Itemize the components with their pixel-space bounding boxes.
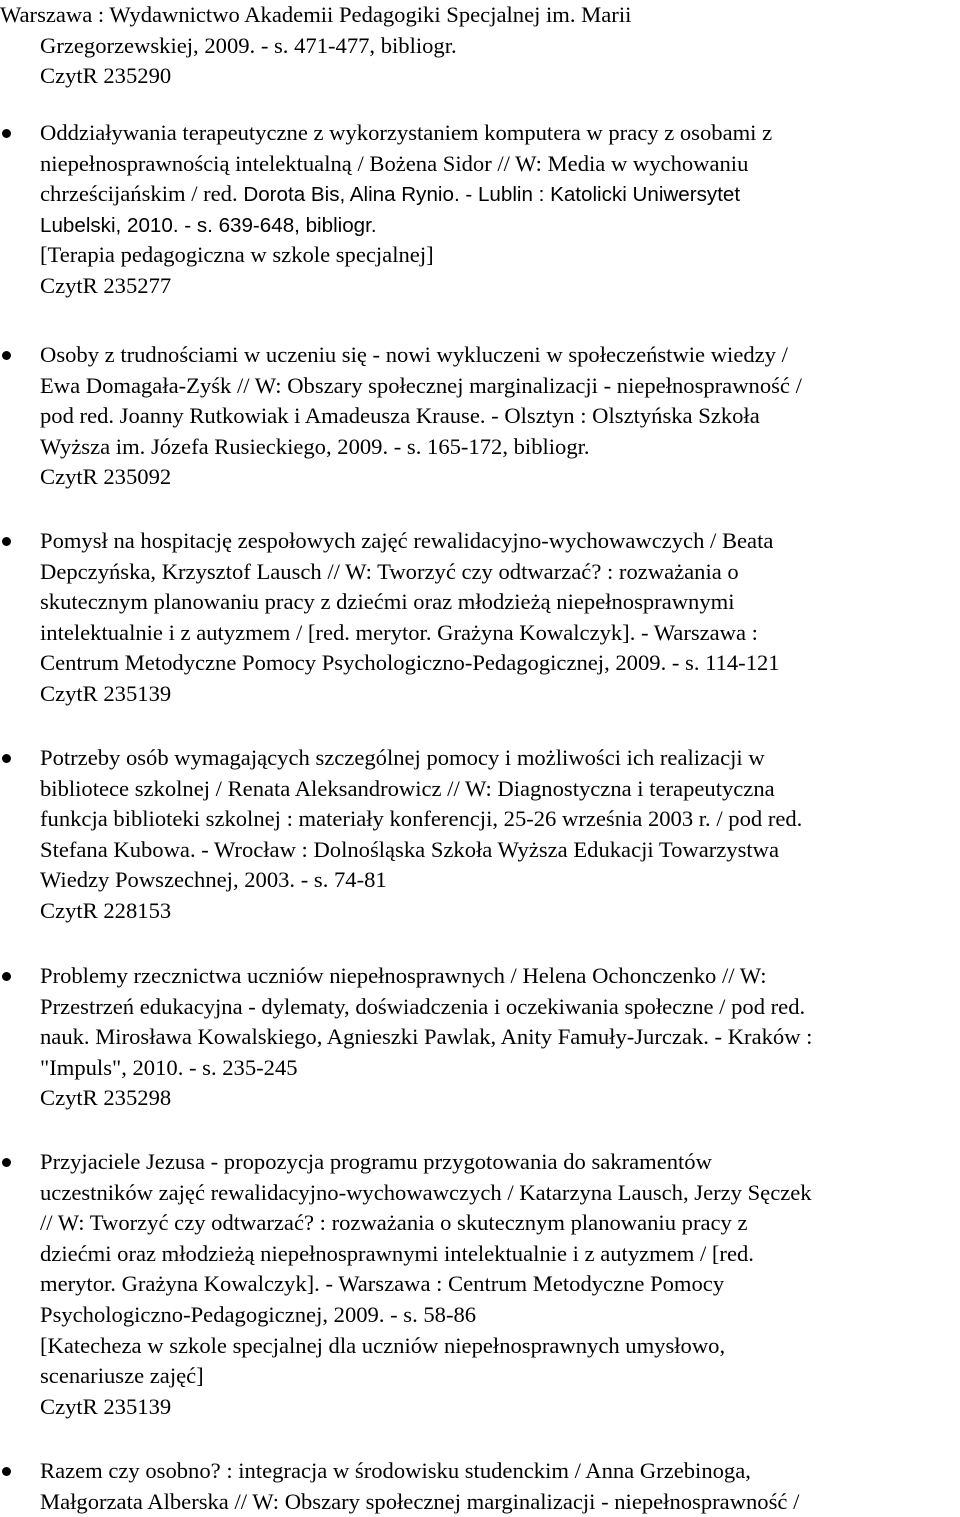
- bibliography-entry: [0, 1147, 960, 1422]
- entry-line: [0, 179, 960, 210]
- bibliography-entry: [0, 961, 960, 1114]
- entry-text-sans: Lubelski, 2010. - s. 639-648, bibliogr.: [40, 213, 377, 237]
- entry-line: Osoby z trudnościami w uczeniu się - nowi wykluczeni w społeczeństwie wiedzy /: [40, 342, 788, 367]
- entry-line: intelektualnie i z autyzmem / [red. merytor. Grażyna Kowalczyk]. - Warszawa :: [40, 619, 758, 645]
- bibliography-entry: [0, 340, 960, 493]
- entry-line: uczestników zajęć rewalidacyjno-wychowawczych / Katarzyna Lausch, Jerzy Sęczek: [40, 1179, 812, 1205]
- call-number: CzytR 235092: [40, 464, 172, 490]
- entry-line: Psychologiczno-Pedagogicznej, 2009. - s. 58-86: [40, 1301, 477, 1327]
- entry-line: Wiedzy Powszechnej, 2003. - s. 74-81: [40, 867, 387, 893]
- call-number: CzytR 235290: [40, 63, 172, 89]
- entry-line: Wyższa im. Józefa Rusieckiego, 2009. - s. 165-172, bibliogr.: [40, 433, 590, 459]
- entry-line: dziećmi oraz młodzieżą niepełnosprawnymi intelektualnie i z autyzmem / [red.: [40, 1240, 754, 1266]
- entry-text-sans: Dorota Bis, Alina Rynio. - Lublin : Katolicki Uniwersytet: [237, 183, 741, 207]
- entry-note: [Katecheza w szkole specjalnej dla uczniów niepełnosprawnych umysłowo,: [40, 1332, 726, 1358]
- entry-line: Potrzeby osób wymagających szczególnej pomocy i możliwości ich realizacji w: [40, 745, 765, 770]
- entry-line: Stefana Kubowa. - Wrocław : Dolnośląska Szkoła Wyższa Edukacji Towarzystwa: [40, 836, 780, 862]
- call-number: CzytR 235139: [40, 680, 172, 706]
- bibliography-entry-continuation: [0, 0, 960, 92]
- entry-line: Grzegorzewskiej, 2009. - s. 471-477, bibliogr.: [40, 32, 457, 58]
- entry-line: Centrum Metodyczne Pomocy Psychologiczno-Pedagogicznej, 2009. - s. 114-121: [40, 650, 780, 676]
- entry-line: pod red. Joanny Rutkowiak i Amadeusza Krause. - Olsztyn : Olsztyńska Szkoła: [40, 403, 760, 429]
- entry-line: Ewa Domagała-Zyśk // W: Obszary społecznej marginalizacji - niepełnosprawność /: [40, 372, 802, 398]
- entry-line: Przestrzeń edukacyjna - dylematy, doświadczenia i oczekiwania społeczne / pod red.: [40, 993, 806, 1019]
- entry-note: scenariusze zajęć]: [40, 1363, 204, 1389]
- entry-line: Oddziaływania terapeutyczne z wykorzystaniem komputera w pracy z osobami z: [40, 120, 773, 145]
- call-number: CzytR 228153: [40, 897, 172, 923]
- entry-note: [Terapia pedagogiczna w szkole specjalnej]: [40, 242, 434, 268]
- entry-line: // W: Tworzyć czy odtwarzać? : rozważania o skutecznym planowaniu pracy z: [40, 1210, 748, 1236]
- entry-line: funkcja biblioteki szkolnej : materiały konferencji, 25-26 września 2003 r. / pod red.: [40, 806, 803, 832]
- entry-line: merytor. Grażyna Kowalczyk]. - Warszawa : Centrum Metodyczne Pomocy: [40, 1271, 725, 1297]
- entry-line: Przyjaciele Jezusa - propozycja programu przygotowania do sakramentów: [40, 1149, 712, 1174]
- entry-line: niepełnosprawnością intelektualną / Bożena Sidor // W: Media w wychowaniu: [40, 150, 749, 176]
- entry-line: "Impuls", 2010. - s. 235-245: [40, 1054, 298, 1080]
- entry-line: Problemy rzecznictwa uczniów niepełnosprawnych / Helena Ochonczenko // W:: [40, 963, 767, 988]
- entry-line: nauk. Mirosława Kowalskiego, Agnieszki Pawlak, Anity Famuły-Jurczak. - Kraków :: [40, 1024, 813, 1050]
- entry-text-serif: chrześcijańskim / red.: [40, 181, 238, 207]
- call-number: CzytR 235277: [40, 272, 172, 298]
- entry-line: Depczyńska, Krzysztof Lausch // W: Tworzyć czy odtwarzać? : rozważania o: [40, 558, 739, 584]
- call-number: CzytR 235139: [40, 1393, 172, 1419]
- bibliography-entry: [0, 1456, 960, 1517]
- bibliography-entry: [0, 526, 960, 710]
- entry-line: Małgorzata Alberska // W: Obszary społecznej marginalizacji - niepełnosprawność /: [40, 1488, 800, 1514]
- call-number: CzytR 235298: [40, 1085, 172, 1111]
- bibliography-entry: [0, 118, 960, 302]
- entry-line: Warszawa : Wydawnictwo Akademii Pedagogiki Specjalnej im. Marii: [0, 2, 632, 27]
- entry-line: skutecznym planowaniu pracy z dziećmi oraz młodzieżą niepełnosprawnymi: [40, 589, 735, 615]
- entry-line: Razem czy osobno? : integracja w środowisku studenckim / Anna Grzebinoga,: [40, 1458, 751, 1483]
- entry-line: bibliotece szkolnej / Renata Aleksandrowicz // W: Diagnostyczna i terapeutyczna: [40, 775, 775, 801]
- bibliography-entry: [0, 743, 960, 927]
- entry-line: [0, 210, 960, 241]
- entry-line: Pomysł na hospitację zespołowych zajęć rewalidacyjno-wychowawczych / Beata: [40, 528, 774, 553]
